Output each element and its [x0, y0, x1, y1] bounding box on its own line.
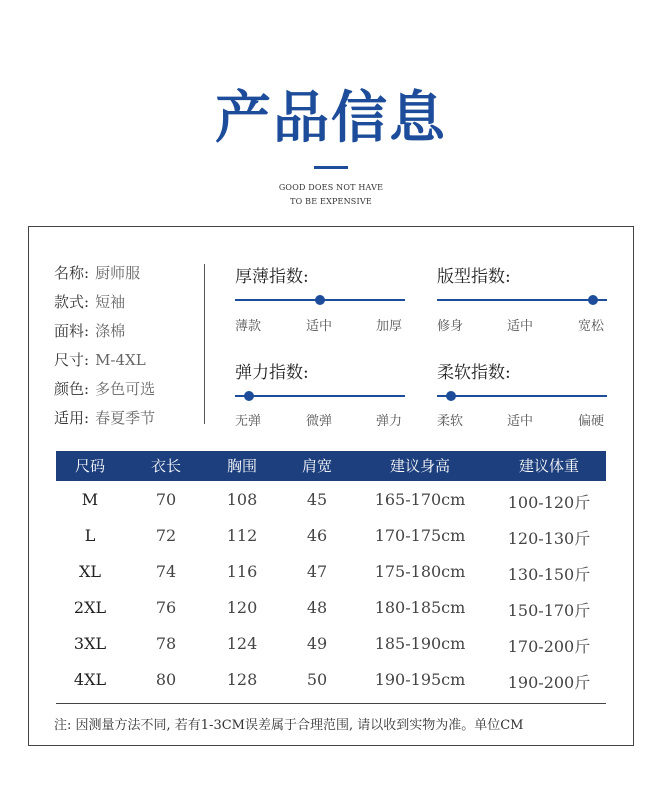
- spec-label: 颜色:: [54, 380, 90, 398]
- index-label-low: 无弹: [235, 414, 262, 429]
- table-cell: 76: [155, 598, 177, 617]
- table-cell: 47: [306, 562, 328, 581]
- table-cell: 4XL: [73, 670, 107, 689]
- table-bottom-rule: [56, 703, 606, 704]
- table-cell: 120-130斤: [507, 529, 591, 548]
- index-title: 版型指数:: [437, 267, 511, 287]
- index-label-high: 弹力: [376, 414, 403, 429]
- table-cell: 49: [306, 634, 328, 653]
- table-cell: 112: [226, 526, 258, 545]
- table-cell: 100-120斤: [507, 493, 591, 512]
- table-cell: 108: [226, 490, 258, 509]
- table-cell: 130-150斤: [507, 565, 591, 584]
- index-track: [437, 395, 607, 397]
- spec-label: 款式:: [54, 293, 90, 311]
- index-marker: [315, 295, 325, 305]
- spec-row: [54, 262, 140, 283]
- table-cell: 150-170斤: [507, 601, 591, 620]
- spec-row: [54, 378, 155, 399]
- index-marker: [244, 391, 254, 401]
- page-title: 产品信息: [215, 85, 447, 151]
- table-cell: 170-200斤: [507, 637, 591, 656]
- index-title: 柔软指数:: [437, 363, 511, 383]
- spec-label: 适用:: [54, 409, 90, 427]
- table-cell: 124: [226, 634, 258, 653]
- spec-row: [54, 407, 155, 428]
- header-weight: 建议体重: [518, 457, 580, 475]
- table-cell: 190-200斤: [507, 673, 591, 692]
- table-cell: XL: [78, 562, 102, 581]
- index-label-mid: 适中: [507, 414, 534, 429]
- table-cell: 116: [226, 562, 258, 581]
- spec-label: 尺寸:: [54, 351, 90, 369]
- table-cell: 74: [155, 562, 177, 581]
- spec-value: M-4XL: [95, 351, 146, 369]
- spec-row: [54, 349, 146, 370]
- table-cell: 70: [155, 490, 177, 509]
- table-cell: 3XL: [73, 634, 107, 653]
- index-label-mid: 适中: [306, 319, 333, 334]
- table-cell: 48: [306, 598, 328, 617]
- index-track: [235, 395, 405, 397]
- table-cell: M: [81, 490, 99, 509]
- table-cell: 72: [155, 526, 177, 545]
- index-label-low: 柔软: [437, 414, 464, 429]
- index-label-mid: 适中: [507, 319, 534, 334]
- header-chest: 胸围: [226, 457, 258, 475]
- spec-value: 厨师服: [95, 264, 141, 282]
- spec-value: 多色可选: [95, 380, 156, 398]
- table-cell: 78: [155, 634, 177, 653]
- header-length: 衣长: [150, 457, 182, 475]
- index-marker: [446, 391, 456, 401]
- index-label-high: 偏硬: [578, 414, 605, 429]
- spec-value: 短袖: [95, 293, 126, 311]
- subtitle-line-2: TO BE EXPENSIVE: [290, 197, 372, 206]
- spec-label: 面料:: [54, 322, 90, 340]
- header-height: 建议身高: [389, 457, 451, 475]
- spec-row: [54, 320, 125, 341]
- spec-divider: [204, 264, 205, 424]
- spec-value: 涤棉: [95, 322, 126, 340]
- index-label-high: 加厚: [376, 319, 403, 334]
- table-cell: 50: [306, 670, 328, 689]
- spec-row: [54, 291, 125, 312]
- header-shoulder: 肩宽: [301, 457, 333, 475]
- spec-value: 春夏季节: [95, 409, 156, 427]
- table-cell: L: [84, 526, 96, 545]
- table-cell: 46: [306, 526, 328, 545]
- table-cell: 170-175cm: [374, 526, 466, 545]
- index-label-mid: 微弹: [306, 414, 333, 429]
- table-cell: 2XL: [73, 598, 107, 617]
- index-track: [437, 299, 607, 301]
- table-cell: 175-180cm: [374, 562, 466, 581]
- table-header: [56, 451, 606, 481]
- spec-label: 名称:: [54, 264, 90, 282]
- index-title: 厚薄指数:: [235, 267, 309, 287]
- index-label-low: 修身: [437, 319, 464, 334]
- table-cell: 120: [226, 598, 258, 617]
- table-cell: 45: [306, 490, 328, 509]
- title-underline: [314, 166, 348, 169]
- index-track: [235, 299, 405, 301]
- table-cell: 185-190cm: [374, 634, 466, 653]
- footnote: 注: 因测量方法不同, 若有1-3CM误差属于合理范围, 请以收到实物为准。单位CM: [54, 718, 524, 733]
- table-cell: 165-170cm: [374, 490, 466, 509]
- table-cell: 180-185cm: [374, 598, 466, 617]
- header-size: 尺码: [74, 457, 106, 475]
- index-label-low: 薄款: [235, 319, 262, 334]
- subtitle-line-1: GOOD DOES NOT HAVE: [278, 183, 384, 192]
- index-title: 弹力指数:: [235, 363, 309, 383]
- table-cell: 190-195cm: [374, 670, 466, 689]
- table-cell: 128: [226, 670, 258, 689]
- table-cell: 80: [155, 670, 177, 689]
- index-label-high: 宽松: [578, 319, 605, 334]
